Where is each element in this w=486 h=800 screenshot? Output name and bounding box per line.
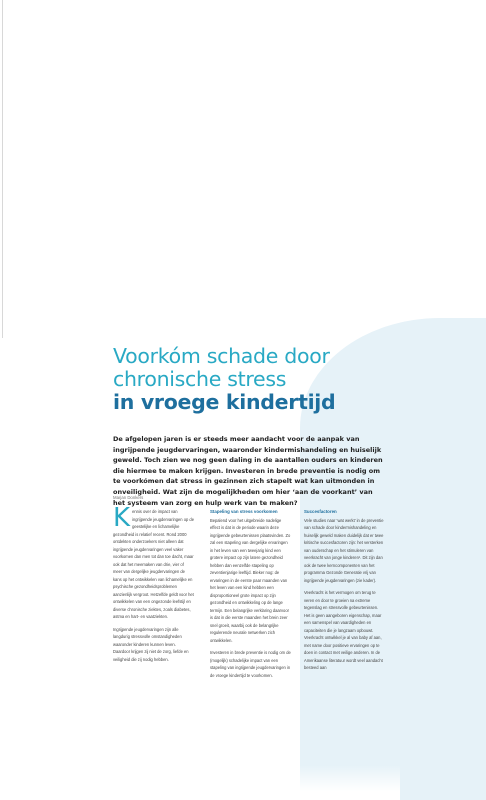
column-2-heading: Stapeling van stress voorkomen [210,509,278,514]
article-title [113,345,385,414]
body-column-3 [304,508,385,677]
column-3-paragraph-2: Veerkracht is het vermogen om terug te veren en door te groeien na extreme tegenslag en stressvolle gebeurtenissen. Het is geen aangeboren eigenschap, maar een samenspel van vaardigheden en capaciteiten die je langzaam opbouwt. Veerkracht ontwikkel je al van baby af aan, met name door positieve ervaringen op te doen in contact met veilige anderen. In de Amerikaanse literatuur wordt veel aandacht besteed aan [304,590,383,670]
body-column-1 [113,503,194,668]
column-3-heading: Succesfactoren [304,509,337,514]
column-3-paragraph-1: Vele studies naar ‘wat werkt’ in de preventie van schade door kindermishandeling en huiselijk geweld maken duidelijk dat er twee kritische succesfactoren zijn: het versterken van ouderschap en het stimuleren van veerkracht van jonge kinderen¹. Dit zijn dan ook de twee kerncomponenten van het programma Gezonde Generatie vrij van ingrijpende jeugdervaringen (zie kader). [304,517,384,583]
column-1-paragraph-1 [113,503,194,621]
column-2-paragraph-2: Investeren in brede preventie is nodig om de (mogelijk) schadelijke impact van een stapeling van ingrijpende jeugdervaringen in de vroege kindertijd te voorkomen. [210,650,291,678]
column-1-paragraph-2: Ingrijpende jeugdervaringen zijn alle langdurig stressvolle omstandigheden waaronder kinderen kunnen leven. Daardoor krijgen zij niet de zorg, liefde en veiligheid die zij nodig hebben. [113,626,189,662]
column-2-paragraph-1: Bepalend voor het uitgebreide nadelige effect is dat in de periode waarin deze ingrijpende gebeurtenissen plaatsvinden. Zo zal een stapeling van dergelijke ervaringen in het leven van een tweejarig kind een grotere impact op zijn latere gezondheid hebben dan eenzelfde stapeling op zeventienjarige leeftijd. Bleker nog: de ervaringen in de eerste paar maanden van het leven van een kind hebben een disproportioneel grote impact op zijn gezondheid en ontwikkeling op de lange termijn. Een belangrijke verklaring daarvoor is dat in die eerste maanden het brein zeer snel groeit, waarbij ook de belangrijke regulerende neurale netwerken zich ontwikkelen. [210,517,291,643]
bottom-fade [100,765,400,800]
title-line-2: chronische stress [113,367,287,391]
body-column-2 [210,508,291,684]
drop-cap: K [113,503,131,533]
article-lead: De afgelopen jaren is er steeds meer aandacht voor de aanpak van ingrijpende jeugdervaringen, waaronder kindermishandeling en huiselijk geweld. Toch zien we nog geen daling in de aantallen ouders en kinderen die hiermee te maken krijgen. Investeren in brede preventie is nodig om te voorkómen dat stress in gezinnen zich stapelt wat kan uitmonden in onveiligheid. Wat zijn de mogelijkheden om hier ‘aan de voorkant’ van het systeem van zorg en hulp werk van te maken? [113,435,383,507]
page-edge-line [0,0,3,338]
article-author: Marjan Donkers [113,495,144,500]
title-line-1: Voorkóm schade door [113,344,330,368]
title-line-3: in vroege kindertijd [113,390,336,414]
article-header [113,345,385,414]
column-1-paragraph-1-text: ennis over de impact van ingrijpende jeugdervaringen op de geestelijke en lichamelijke gezondheid is relatief recent. Rond 2000 ontdekten onderzoekers niet alleen dat ingrijpende jeugdervaringen veel vaker voorkomen dan men tot dan toe dacht, maar ook dat het meemaken van drie, vier of meer van dergelijke jeugdervaringen de kans op het ontwikkelen van lichamelijke en psychische gezondheidsproblemen aanzienlijk vergroot. Hetzelfde geldt voor het ontwikkelen van een ongezonde leefstijl en diverse chronische ziektes, zoals diabetes, astma en hart- en vaatziekten. [113,509,194,619]
